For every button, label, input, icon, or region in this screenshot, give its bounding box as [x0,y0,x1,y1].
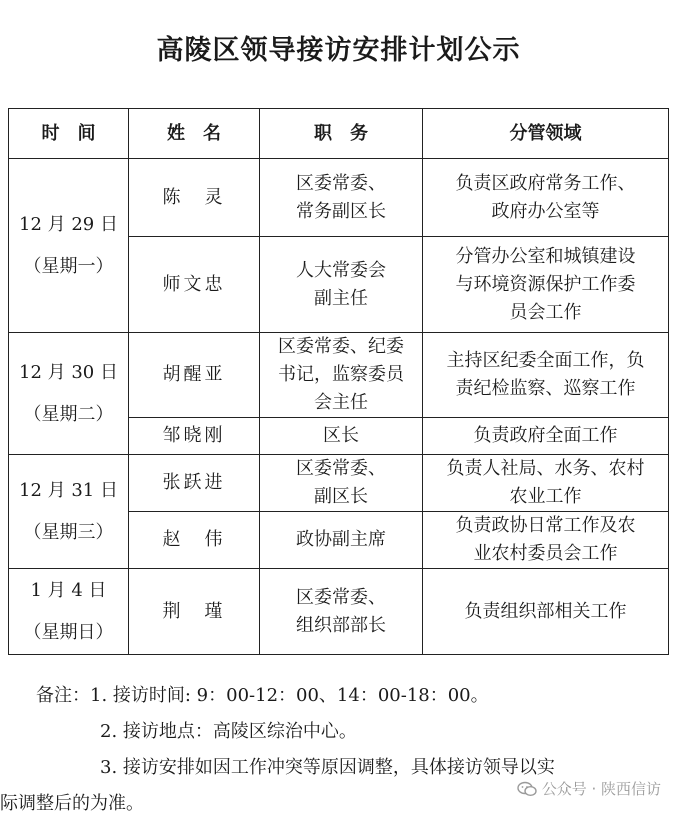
header-time: 时 间 [9,109,129,159]
duty-cell: 负责人社局、水务、农村 农业工作 [423,455,669,512]
table-row [9,569,669,655]
weekday-text: （星期日） [23,621,114,643]
name-cell: 张跃进 [129,455,260,512]
note-item: 2. 接访地点：高陵区综治中心。 [100,721,357,742]
position-cell: 区委常委、纪委 书记，监察委员 会主任 [260,333,423,418]
schedule-table [8,108,669,655]
duty-cell: 分管办公室和城镇建设 与环境资源保护工作委 员会工作 [423,237,669,333]
watermark-text: 公众号 · 陕西信访 [541,780,661,798]
note-line-1 [36,678,656,714]
position-cell: 区委常委、 组织部部长 [260,569,423,655]
position-cell: 人大常委会 副主任 [260,237,423,333]
name-cell: 师文忠 [129,237,260,333]
date-cell [9,569,129,655]
date-text: 1 月 4 日 [30,579,107,601]
position-cell: 区长 [260,418,423,455]
page-title: 高陵区领导接访安排计划公示 [156,35,521,66]
duty-cell: 负责政协日常工作及农 业农村委员会工作 [423,512,669,569]
position-cell: 区委常委、 副区长 [260,455,423,512]
weekday-text: （星期三） [23,521,114,543]
name-cell: 胡醒亚 [129,333,260,418]
note-item-continuation: 际调整后的为准。 [0,793,144,814]
notes-label: 备注： [36,685,90,706]
header-position: 职 务 [260,109,423,159]
table-row [9,455,669,512]
date-text: 12 月 30 日 [19,361,118,383]
weekday-text: （星期一） [23,255,114,277]
duty-cell: 负责组织部相关工作 [423,569,669,655]
table-row [9,159,669,237]
date-cell [9,159,129,333]
table-row [9,333,669,418]
duty-cell: 负责政府全面工作 [423,418,669,455]
date-cell [9,333,129,455]
name-cell: 邹晓刚 [129,418,260,455]
duty-cell: 负责区政府常务工作、 政府办公室等 [423,159,669,237]
table-header-row [9,109,669,159]
duty-cell: 主持区纪委全面工作，负 责纪检监察、巡察工作 [423,333,669,418]
date-text: 12 月 31 日 [19,479,118,501]
watermark [517,778,661,799]
header-name: 姓 名 [129,109,260,159]
weekday-text: （星期二） [23,403,114,425]
note-item: 3. 接访安排如因工作冲突等原因调整，具体接访领导以实 [100,757,555,778]
header-domain: 分管领域 [423,109,669,159]
wechat-icon [517,781,537,797]
name-cell: 荆 瑾 [129,569,260,655]
position-cell: 区委常委、 常务副区长 [260,159,423,237]
date-text: 12 月 29 日 [19,213,118,235]
name-cell: 陈 灵 [129,159,260,237]
name-cell: 赵 伟 [129,512,260,569]
notes-section [0,678,656,822]
date-cell [9,455,129,569]
note-item: 1. 接访时间: 9：00-12：00、14：00-18：00。 [90,685,489,706]
position-cell: 政协副主席 [260,512,423,569]
